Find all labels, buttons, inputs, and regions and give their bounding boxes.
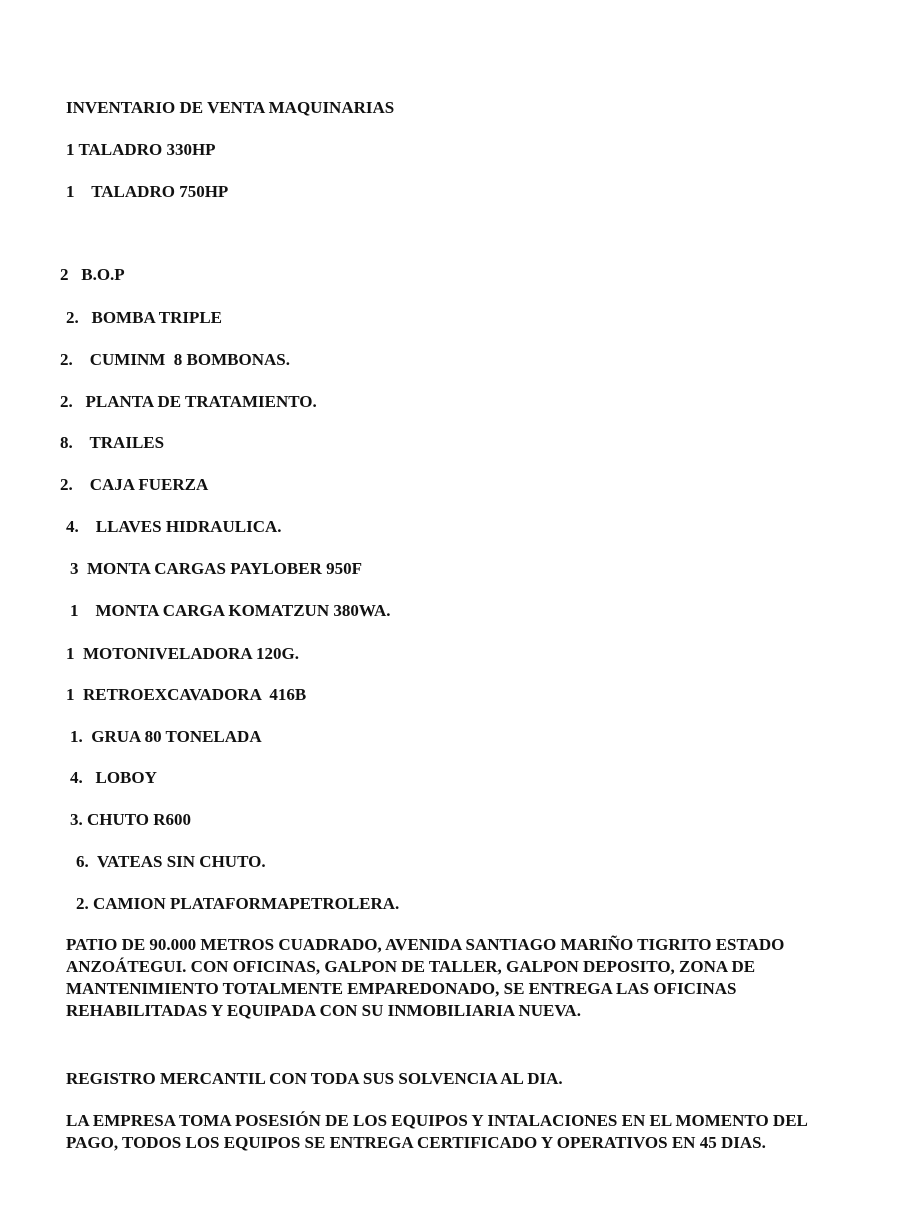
inventory-item: 1. GRUA 80 TONELADA xyxy=(70,727,262,746)
delivery-terms: LA EMPRESA TOMA POSESIÓN DE LOS EQUIPOS Y INTALACIONES EN EL MOMENTO DEL PAGO, TODOS LOS EQUIPOS SE ENTREGA CERTIFICADO Y OPERATIVOS EN 45 DIAS. xyxy=(66,1111,807,1152)
registry-note: REGISTRO MERCANTIL CON TODA SUS SOLVENCIA AL DIA. xyxy=(66,1069,563,1088)
inventory-item: 2. CAMION PLATAFORMAPETROLERA. xyxy=(76,894,400,913)
property-description: PATIO DE 90.000 METROS CUADRADO, AVENIDA SANTIAGO MARIÑO TIGRITO ESTADO ANZOÁTEGUI. CON OFICINAS, GALPON DE TALLER, GALPON DEPOSITO, ZONA DE MANTENIMIENTO TOTALMENTE EMPAREDONADO, SE ENTREGA LAS OFICINAS REHABILITADAS Y EQUIPADA CON SU INMOBILIARIA NUEVA. xyxy=(66,935,785,1020)
inventory-item: 2. BOMBA TRIPLE xyxy=(66,308,223,327)
inventory-item: 1 MOTONIVELADORA 120G. xyxy=(66,644,299,663)
inventory-item: 4. LLAVES HIDRAULICA. xyxy=(66,517,282,536)
inventory-item: 6. VATEAS SIN CHUTO. xyxy=(76,852,266,871)
inventory-item: 2. PLANTA DE TRATAMIENTO. xyxy=(60,392,317,411)
inventory-item: 2. CUMINM 8 BOMBONAS. xyxy=(60,350,290,369)
inventory-item: 1 TALADRO 750HP xyxy=(66,182,229,201)
document-title: INVENTARIO DE VENTA MAQUINARIAS xyxy=(66,98,395,117)
inventory-item: 1 MONTA CARGA KOMATZUN 380WA. xyxy=(70,601,391,620)
inventory-item: 8. TRAILES xyxy=(60,433,165,452)
inventory-item: 3 MONTA CARGAS PAYLOBER 950F xyxy=(70,559,363,578)
inventory-item: 2 B.O.P xyxy=(60,265,125,284)
inventory-item: 2. CAJA FUERZA xyxy=(60,475,209,494)
inventory-item: 3. CHUTO R600 xyxy=(70,810,192,829)
inventory-item: 4. LOBOY xyxy=(70,768,157,787)
inventory-item: 1 TALADRO 330HP xyxy=(66,140,216,159)
inventory-item: 1 RETROEXCAVADORA 416B xyxy=(66,685,307,704)
